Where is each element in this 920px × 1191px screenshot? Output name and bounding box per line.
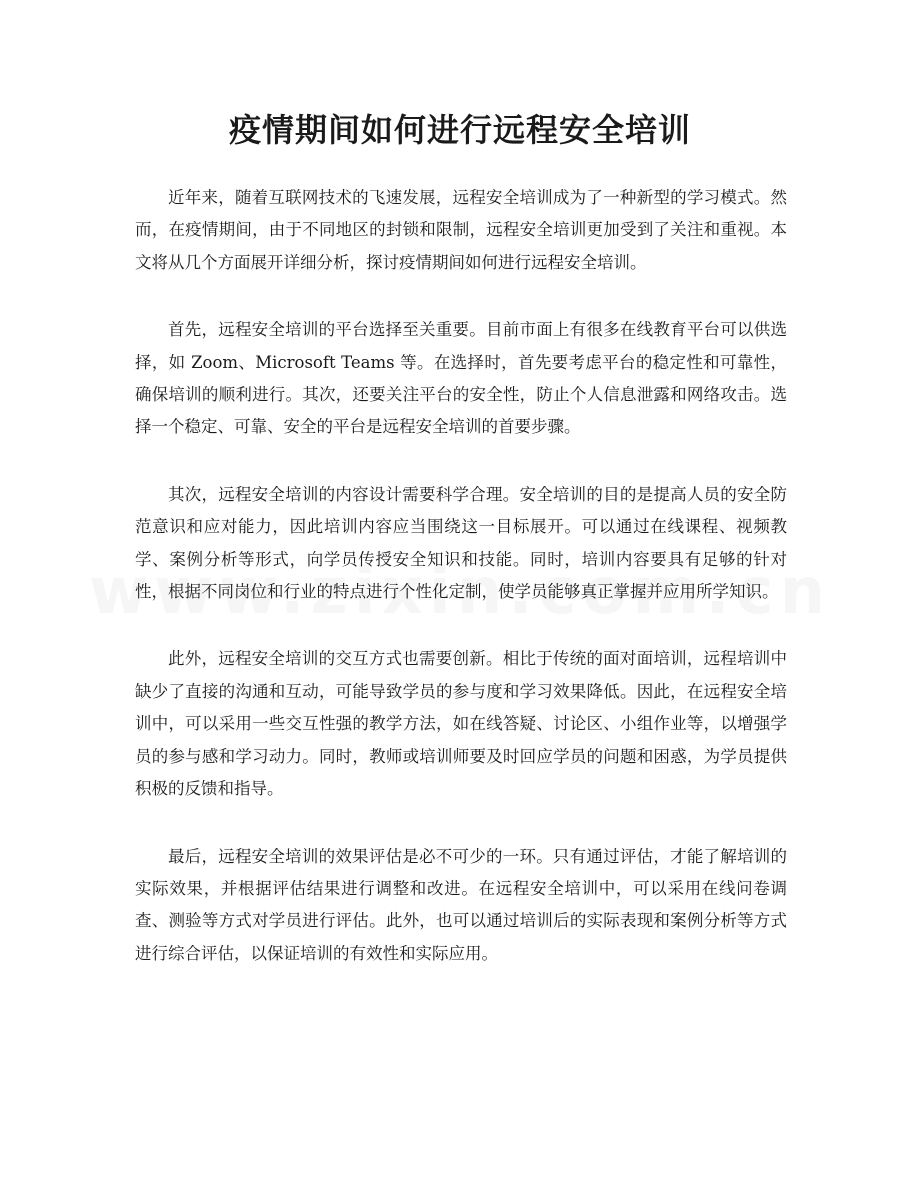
paragraph-content-design: 其次，远程安全培训的内容设计需要科学合理。安全培训的目的是提高人员的安全防范意识和应对能力，因此培训内容应当围绕这一目标展开。可以通过在线课程、视频教学、案例分析等形式，向学员传授安全知识和技能。同时，培训内容要具有足够的针对性，根据不同岗位和行业的特点进行个性化定制，使学员能够真正掌握并应用所学知识。 (135, 484, 787, 602)
paragraph-platform: 首先，远程安全培训的平台选择至关重要。目前市面上有很多在线教育平台可以供选择，如 Zoom、Microsoft Teams 等。在选择时，首先要考虑平台的稳定性和可靠性，确保培训的顺利进行。其次，还要关注平台的安全性，防止个人信息泄露和网络攻击。选择一个稳定、可靠、安全的平台是远程安全培训的首要步骤。 (135, 320, 787, 437)
paragraph-evaluation: 最后，远程安全培训的效果评估是必不可少的一环。只有通过评估，才能了解培训的实际效果，并根据评估结果进行调整和改进。在远程安全培训中，可以采用在线问卷调查、测验等方式对学员进行评估。此外，也可以通过培训后的实际表现和案例分析等方式进行综合评估，以保证培训的有效性和实际应用。 (135, 846, 787, 963)
paragraph-intro: 近年来，随着互联网技术的飞速发展，远程安全培训成为了一种新型的学习模式。然而，在疫情期间，由于不同地区的封锁和限制，远程安全培训更加受到了关注和重视。本文将从几个方面展开详细分析，探讨疫情期间如何进行远程安全培训。 (135, 188, 787, 272)
document-title: 疫情期间如何进行远程安全培训 (228, 111, 691, 149)
paragraph-interaction: 此外，远程安全培训的交互方式也需要创新。相比于传统的面对面培训，远程培训中缺少了直接的沟通和互动，可能导致学员的参与度和学习效果降低。因此，在远程安全培训中，可以采用一些交互性强的教学方法，如在线答疑、讨论区、小组作业等，以增强学员的参与感和学习动力。同时，教师或培训师要及时回应学员的问题和困惑，为学员提供积极的反馈和指导。 (135, 649, 787, 799)
document-body (135, 182, 787, 1005)
